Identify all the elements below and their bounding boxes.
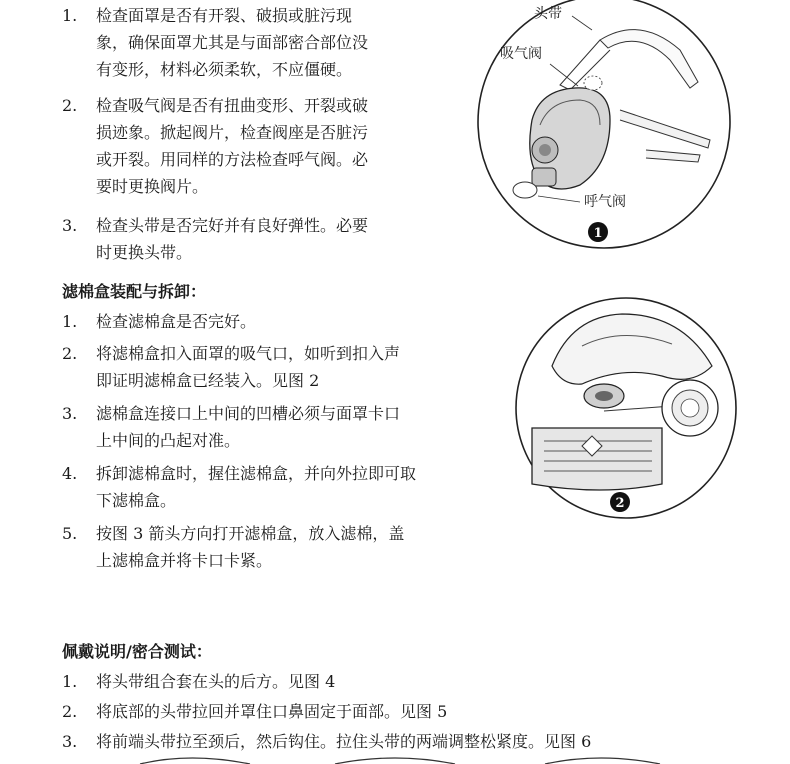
item-line: 将底部的头带拉回并罩住口鼻固定于面部。见图 5 [96,702,448,721]
item-number: 4. [62,464,78,483]
item-text [96,2,368,83]
item-text [96,400,400,454]
item-number: 3. [62,216,78,235]
item-number: 1. [62,672,78,691]
item-number: 1. [62,312,78,331]
label-inhale-valve: 吸气阀 [500,46,542,62]
item-line: 滤棉盒连接口上中间的凹槽必须与面罩卡口 [96,404,401,423]
item-line: 或开裂。用同样的方法检查呼气阀。必 [96,150,369,169]
item-text [96,728,591,755]
item-number: 2. [62,344,78,363]
item-number: 2. [62,96,78,115]
item-text [96,212,368,266]
figure-1-mask-diagram [470,0,740,255]
item-text [96,92,368,200]
item-line: 损迹象。掀起阀片，检查阀座是否脏污 [96,123,369,142]
item-line: 即证明滤棉盒已经装入。见图 2 [96,371,320,390]
item-line: 将前端头带拉至颈后，然后钩住。拉住头带的两端调整松紧度。见图 6 [96,732,592,751]
item-line: 象，确保面罩尤其是与面部密合部位没 [96,33,369,52]
item-text [96,668,335,695]
item-line: 检查头带是否完好并有良好弹性。必要 [96,216,369,235]
item-line: 时更换头带。 [96,243,193,262]
item-text [96,340,400,394]
item-number: 1. [62,6,78,25]
item-line: 将头带组合套在头的后方。见图 4 [96,672,336,691]
item-number: 2. [62,702,78,721]
item-line: 要时更换阀片。 [96,177,209,196]
label-headband: 头带 [534,6,562,22]
section-heading: 佩戴说明/密合测试： [62,642,212,661]
item-line: 上中间的凸起对准。 [96,431,241,450]
figure-badge-2: 2 [615,496,625,511]
figure-badge-1: 1 [593,226,603,241]
item-number: 5. [62,524,78,543]
figure-3-partial [0,752,790,764]
item-line: 将滤棉盒扣入面罩的吸气口，如听到扣入声 [96,344,401,363]
item-line: 检查面罩是否有开裂、破损或脏污现 [96,6,353,25]
figure-2-cartridge-diagram [512,296,742,524]
item-number: 3. [62,732,78,751]
item-line: 下滤棉盒。 [96,491,177,510]
item-text [96,308,256,335]
item-line: 按图 3 箭头方向打开滤棉盒，放入滤棉，盖 [96,524,405,543]
item-line: 检查吸气阀是否有扭曲变形、开裂或破 [96,96,369,115]
item-number: 3. [62,404,78,423]
item-text [96,460,416,514]
item-text [96,520,404,574]
section-heading: 滤棉盒装配与拆卸： [62,282,207,301]
label-exhale-valve: 呼气阀 [584,194,626,210]
item-line: 检查滤棉盒是否完好。 [96,312,257,331]
item-line: 上滤棉盒并将卡口卡紧。 [96,551,273,570]
item-line: 拆卸滤棉盒时，握住滤棉盒，并向外拉即可取 [96,464,417,483]
item-line: 有变形，材料必须柔软，不应僵硬。 [96,60,353,79]
item-text [96,698,447,725]
